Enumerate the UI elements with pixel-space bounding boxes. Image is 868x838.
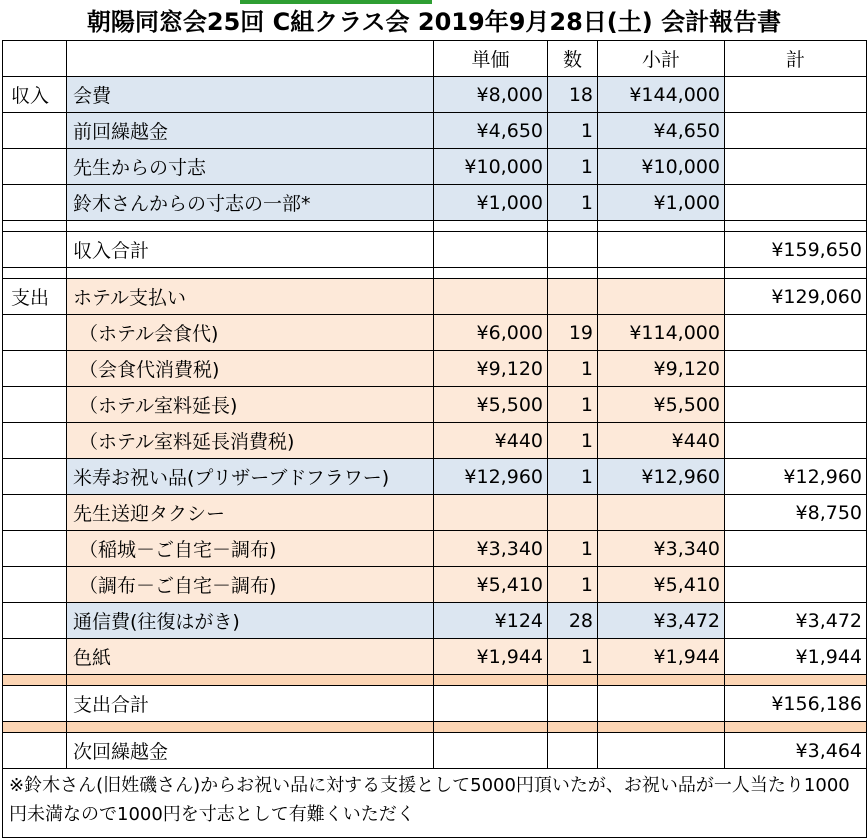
subtotal-cell: ¥12,960 [598,459,725,495]
header-cell-empty [67,41,434,77]
category-cell [3,495,67,531]
subtotal-cell [598,232,725,268]
unit-price-cell: ¥3,340 [434,531,548,567]
spacer-cell [598,675,725,686]
spacer-cell [67,221,434,232]
qty-cell: 19 [548,315,598,351]
spacer-cell [725,268,867,279]
category-cell [3,603,67,639]
unit-price-cell: ¥440 [434,423,548,459]
footnote: ※鈴木さん(旧姓磯さん)からお祝い品に対する支援として5000円頂いたが、お祝い品が一人当たり1000円未満なので1000円を寸志として有難くいただく [3,769,867,838]
qty-cell [548,495,598,531]
unit-price-cell [434,232,548,268]
qty-cell: 1 [548,567,598,603]
subtotal-cell: ¥144,000 [598,77,725,113]
category-cell [3,639,67,675]
qty-cell [548,279,598,315]
table-row [3,603,867,639]
qty-cell [548,686,598,722]
total-cell [725,531,867,567]
subtotal-cell: ¥440 [598,423,725,459]
qty-cell: 1 [548,351,598,387]
total-cell [725,315,867,351]
subtotal-cell: ¥9,120 [598,351,725,387]
item-label: 会費 [67,77,434,113]
subtotal-cell: ¥4,650 [598,113,725,149]
category-cell [3,686,67,722]
spacer-cell [548,722,598,733]
header-qty: 数 [548,41,598,77]
unit-price-cell: ¥12,960 [434,459,548,495]
header-total: 計 [725,41,867,77]
subtotal-cell [598,495,725,531]
spacer-cell [3,221,67,232]
category-cell [3,459,67,495]
spacer-cell [434,268,548,279]
unit-price-cell [434,495,548,531]
item-label: 先生からの寸志 [67,149,434,185]
table-row [3,232,867,268]
category-cell [3,423,67,459]
category-cell [3,185,67,221]
item-label: （ホテル室料延長消費税) [67,423,434,459]
total-cell [725,567,867,603]
spacer-cell [548,268,598,279]
item-label: 前回繰越金 [67,113,434,149]
item-label: （会食代消費税) [67,351,434,387]
total-cell: ¥8,750 [725,495,867,531]
total-cell: ¥3,464 [725,733,867,769]
item-label: （ホテル会食代) [67,315,434,351]
qty-cell: 28 [548,603,598,639]
note-row [3,769,867,838]
spacer-cell [3,722,67,733]
table-header-row [3,41,867,77]
unit-price-cell: ¥5,500 [434,387,548,423]
unit-price-cell: ¥9,120 [434,351,548,387]
category-cell [3,387,67,423]
category-cell [3,567,67,603]
spacer-cell [434,675,548,686]
subtotal-cell: ¥3,340 [598,531,725,567]
qty-cell: 1 [548,423,598,459]
spacer-cell [67,268,434,279]
category-cell [3,149,67,185]
spacer-cell [434,221,548,232]
unit-price-cell: ¥5,410 [434,567,548,603]
unit-price-cell [434,686,548,722]
accounting-table [2,40,867,838]
total-cell [725,113,867,149]
spacer-cell [548,221,598,232]
spacer-cell [725,675,867,686]
unit-price-cell: ¥8,000 [434,77,548,113]
subtotal-cell [598,279,725,315]
category-cell: 収入 [3,77,67,113]
spacer-cell [725,722,867,733]
total-cell: ¥156,186 [725,686,867,722]
qty-cell: 1 [548,149,598,185]
spacer-cell [548,675,598,686]
total-cell [725,387,867,423]
item-label: 収入合計 [67,232,434,268]
page-title: 朝陽同窓会25回 C組クラス会 2019年9月28日(土) 会計報告書 [86,8,782,36]
item-label: 支出合計 [67,686,434,722]
subtotal-cell: ¥10,000 [598,149,725,185]
qty-cell: 1 [548,113,598,149]
category-cell: 支出 [3,279,67,315]
subtotal-cell: ¥114,000 [598,315,725,351]
table-row [3,77,867,113]
qty-cell: 1 [548,185,598,221]
subtotal-cell: ¥3,472 [598,603,725,639]
item-label: 鈴木さんからの寸志の一部* [67,185,434,221]
unit-price-cell: ¥4,650 [434,113,548,149]
table-row [3,733,867,769]
category-cell [3,531,67,567]
unit-price-cell: ¥1,000 [434,185,548,221]
qty-cell [548,232,598,268]
unit-price-cell [434,733,548,769]
table-row [3,351,867,387]
category-cell [3,351,67,387]
table-row [3,279,867,315]
unit-price-cell: ¥6,000 [434,315,548,351]
unit-price-cell [434,279,548,315]
qty-cell: 1 [548,639,598,675]
total-cell: ¥129,060 [725,279,867,315]
category-cell [3,733,67,769]
item-label: （稲城－ご自宅－調布) [67,531,434,567]
unit-price-cell: ¥124 [434,603,548,639]
total-cell: ¥1,944 [725,639,867,675]
category-cell [3,113,67,149]
header-subtotal: 小計 [598,41,725,77]
qty-cell: 1 [548,531,598,567]
item-label: 通信費(往復はがき) [67,603,434,639]
table-row [3,149,867,185]
qty-cell [548,733,598,769]
total-cell [725,423,867,459]
subtotal-cell: ¥5,410 [598,567,725,603]
spacer-cell [3,268,67,279]
subtotal-cell: ¥1,000 [598,185,725,221]
category-cell [3,315,67,351]
spacer-row [3,675,867,686]
spacer-cell [67,722,434,733]
header-unit-price: 単価 [434,41,548,77]
qty-cell: 1 [548,459,598,495]
table-row [3,423,867,459]
qty-cell: 1 [548,387,598,423]
table-row [3,495,867,531]
item-label: 米寿お祝い品(プリザーブドフラワー) [67,459,434,495]
subtotal-cell: ¥5,500 [598,387,725,423]
table-body [3,41,867,769]
item-label: 次回繰越金 [67,733,434,769]
table-row [3,567,867,603]
qty-cell: 18 [548,77,598,113]
total-cell [725,351,867,387]
header-cell-empty [3,41,67,77]
item-label: （ホテル室料延長) [67,387,434,423]
spacer-row [3,221,867,232]
total-cell [725,77,867,113]
category-cell [3,232,67,268]
table-row [3,113,867,149]
total-cell: ¥3,472 [725,603,867,639]
table-row [3,686,867,722]
subtotal-cell [598,686,725,722]
total-cell: ¥159,650 [725,232,867,268]
unit-price-cell: ¥1,944 [434,639,548,675]
table-row [3,387,867,423]
spacer-cell [3,675,67,686]
item-label: 色紙 [67,639,434,675]
total-cell [725,149,867,185]
total-cell: ¥12,960 [725,459,867,495]
table-row [3,531,867,567]
total-cell [725,185,867,221]
table-row [3,315,867,351]
item-label: ホテル支払い [67,279,434,315]
unit-price-cell: ¥10,000 [434,149,548,185]
spacer-row [3,722,867,733]
spacer-cell [67,675,434,686]
table-row [3,185,867,221]
spacer-cell [434,722,548,733]
spacer-row [3,268,867,279]
table-row [3,639,867,675]
spacer-cell [725,221,867,232]
item-label: 先生送迎タクシー [67,495,434,531]
item-label: （調布－ご自宅－調布) [67,567,434,603]
spacer-cell [598,221,725,232]
spacer-cell [598,268,725,279]
table-row [3,459,867,495]
spacer-cell [598,722,725,733]
subtotal-cell [598,733,725,769]
subtotal-cell: ¥1,944 [598,639,725,675]
